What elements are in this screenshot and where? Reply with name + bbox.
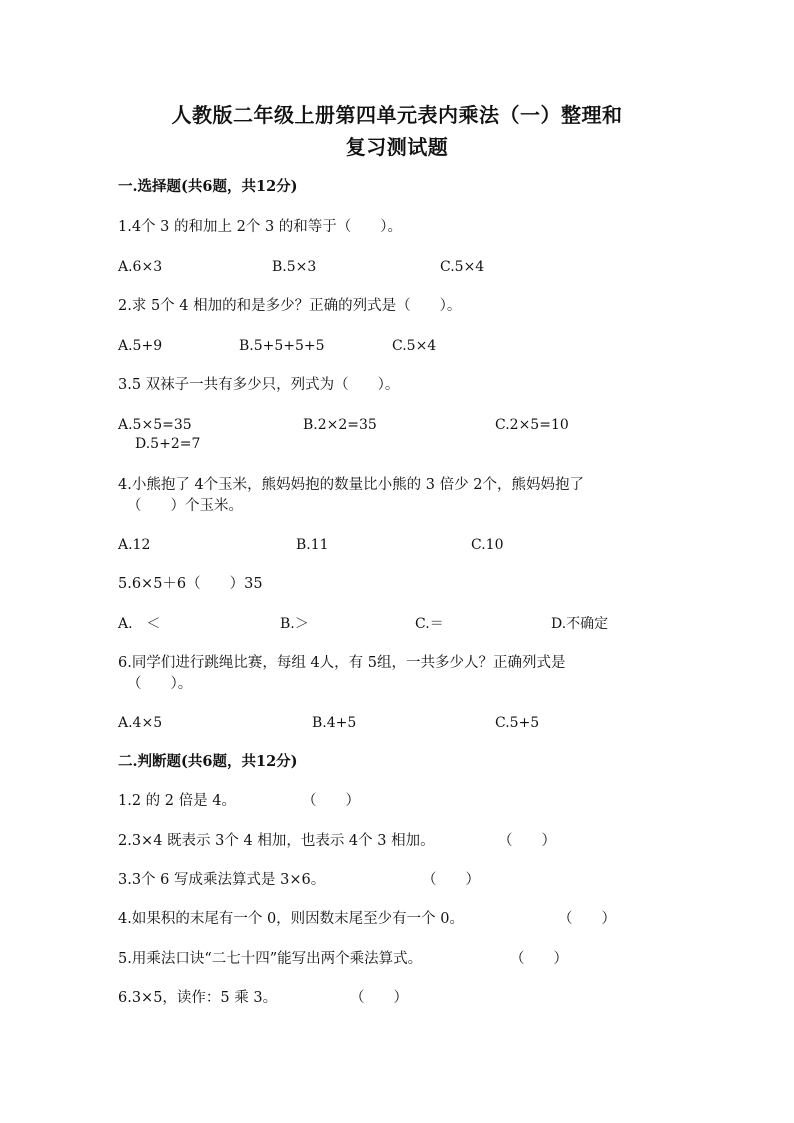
option-c: C.5×4: [392, 338, 437, 354]
option-b: B.＞: [280, 616, 309, 632]
page-title-line1: 人教版二年级上册第四单元表内乘法（一）整理和: [171, 103, 623, 127]
option-a: A.6×3: [118, 259, 163, 275]
option-d: D.5+2=7: [135, 436, 201, 452]
option-b: B.5+5+5+5: [239, 338, 325, 354]
option-c: C.5+5: [495, 715, 540, 731]
judgement-item: 5.用乘法口诀“二七十四”能写出两个乘法算式。: [118, 951, 423, 967]
judgement-item: 1.2 的 2 倍是 4。: [118, 793, 236, 809]
option-a: A.4×5: [118, 715, 163, 731]
section-heading-judgement: 二.判断题(共6题，共12分): [118, 753, 298, 770]
option-a: A.5+9: [118, 338, 163, 354]
answer-blank: （ ）: [558, 911, 616, 927]
option-b: B.11: [296, 537, 329, 553]
option-c: C.＝: [415, 616, 444, 632]
option-c: C.2×5=10: [495, 417, 569, 433]
option-c: C.5×4: [440, 259, 485, 275]
answer-blank: （ ）: [498, 833, 556, 849]
answer-blank: （ ）: [510, 951, 568, 967]
option-a: A.5×5=35: [118, 417, 192, 433]
section-heading-choice: 一.选择题(共6题，共12分): [118, 178, 298, 195]
judgement-item: 3.3个 6 写成乘法算式是 3×6。: [118, 872, 326, 888]
option-a: A. ＜: [118, 616, 161, 632]
question-stem-continued: （ ）个玉米。: [127, 498, 243, 514]
option-c: C.10: [471, 537, 504, 553]
question-stem: 6.同学们进行跳绳比赛，每组 4人，有 5组，一共多少人？正确列式是: [118, 655, 566, 671]
answer-blank: （ ）: [422, 872, 480, 888]
page-title-line2: 复习测试题: [345, 135, 449, 159]
answer-blank: （ ）: [350, 990, 408, 1006]
option-b: B.2×2=35: [303, 417, 377, 433]
question-stem: 5.6×5＋6（ ）35: [118, 576, 263, 592]
question-stem-continued: （ ）。: [127, 676, 193, 692]
answer-blank: （ ）: [302, 793, 360, 809]
judgement-item: 2.3×4 既表示 3个 4 相加，也表示 4个 3 相加。: [118, 833, 435, 849]
question-stem: 3.5 双袜子一共有多少只，列式为（ ）。: [118, 377, 400, 393]
option-a: A.12: [118, 537, 151, 553]
option-d: D.不确定: [551, 616, 609, 632]
judgement-item: 4.如果积的末尾有一个 0，则因数末尾至少有一个 0。: [118, 911, 465, 927]
question-stem: 2.求 5个 4 相加的和是多少？正确的列式是（ ）。: [118, 298, 462, 314]
question-stem: 1.4个 3 的和加上 2个 3 的和等于（ ）。: [118, 219, 403, 235]
question-stem: 4.小熊抱了 4个玉米，熊妈妈抱的数量比小熊的 3 倍少 2个，熊妈妈抱了: [118, 477, 584, 493]
option-b: B.5×3: [272, 259, 317, 275]
judgement-item: 6.3×5，读作：5 乘 3。: [118, 990, 278, 1006]
option-b: B.4+5: [312, 715, 357, 731]
